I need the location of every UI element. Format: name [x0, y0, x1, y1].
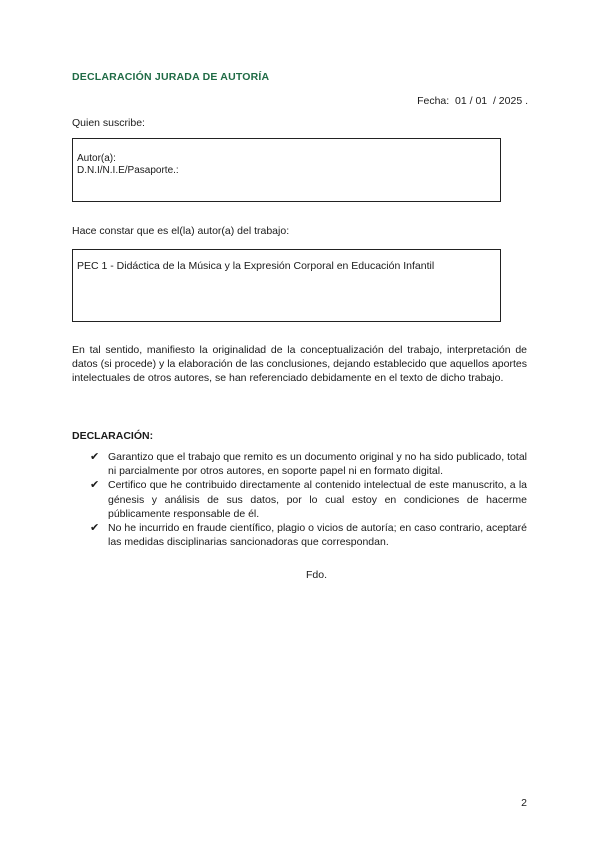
- page-number: 2: [521, 797, 527, 809]
- list-item: [90, 450, 527, 478]
- page-title: DECLARACIÓN JURADA DE AUTORÍA: [72, 71, 270, 83]
- work-title: PEC 1 - Didáctica de la Música y la Expresión Corporal en Educación Infantil: [77, 260, 435, 272]
- checkmark-icon: ✔: [90, 479, 100, 492]
- id-document-label: D.N.I/N.I.E/Pasaporte.:: [77, 165, 179, 176]
- list-item: [90, 521, 527, 549]
- originality-paragraph: En tal sentido, manifiesto la originalidad de la conceptualización del trabajo, interpretación de datos (si procede) y la elaboración de las conclusiones, dejando establecido que aquellos aportes intelectuales de otros autores, se han referenciado debidamente en el texto de dicho trabajo.: [72, 344, 527, 385]
- author-label: Autor(a):: [77, 153, 116, 164]
- declaration-list: [90, 450, 527, 549]
- checkmark-icon: ✔: [90, 451, 100, 463]
- date-field: Fecha: 01 / 01 / 2025 .: [417, 95, 528, 107]
- checkmark-icon: ✔: [90, 522, 100, 535]
- list-item: [90, 478, 527, 521]
- declaracion-heading: DECLARACIÓN:: [72, 430, 154, 442]
- declaration-text: Garantizo que el trabajo que remito es un documento original y no ha sido publicado, total ni parcialmente por otros autores, en soporte papel ni en formato digital.: [108, 451, 527, 478]
- hace-constar-label: Hace constar que es el(la) autor(a) del trabajo:: [72, 225, 290, 237]
- signature-label: Fdo.: [306, 569, 328, 581]
- work-title-box: [72, 249, 501, 322]
- author-info-box: [72, 138, 501, 202]
- declaration-text: No he incurrido en fraude científico, plagio o vicios de autoría; en caso contrario, aceptaré las medidas disciplinarias sancionadoras que correspondan.: [108, 522, 527, 549]
- declaration-text: Certifico que he contribuido directamente al contenido intelectual de este manuscrito, a la génesis y análisis de sus datos, por lo cual estoy en condiciones de hacerme públicamente responsable de él.: [108, 479, 527, 520]
- quien-suscribe-label: Quien suscribe:: [72, 117, 145, 129]
